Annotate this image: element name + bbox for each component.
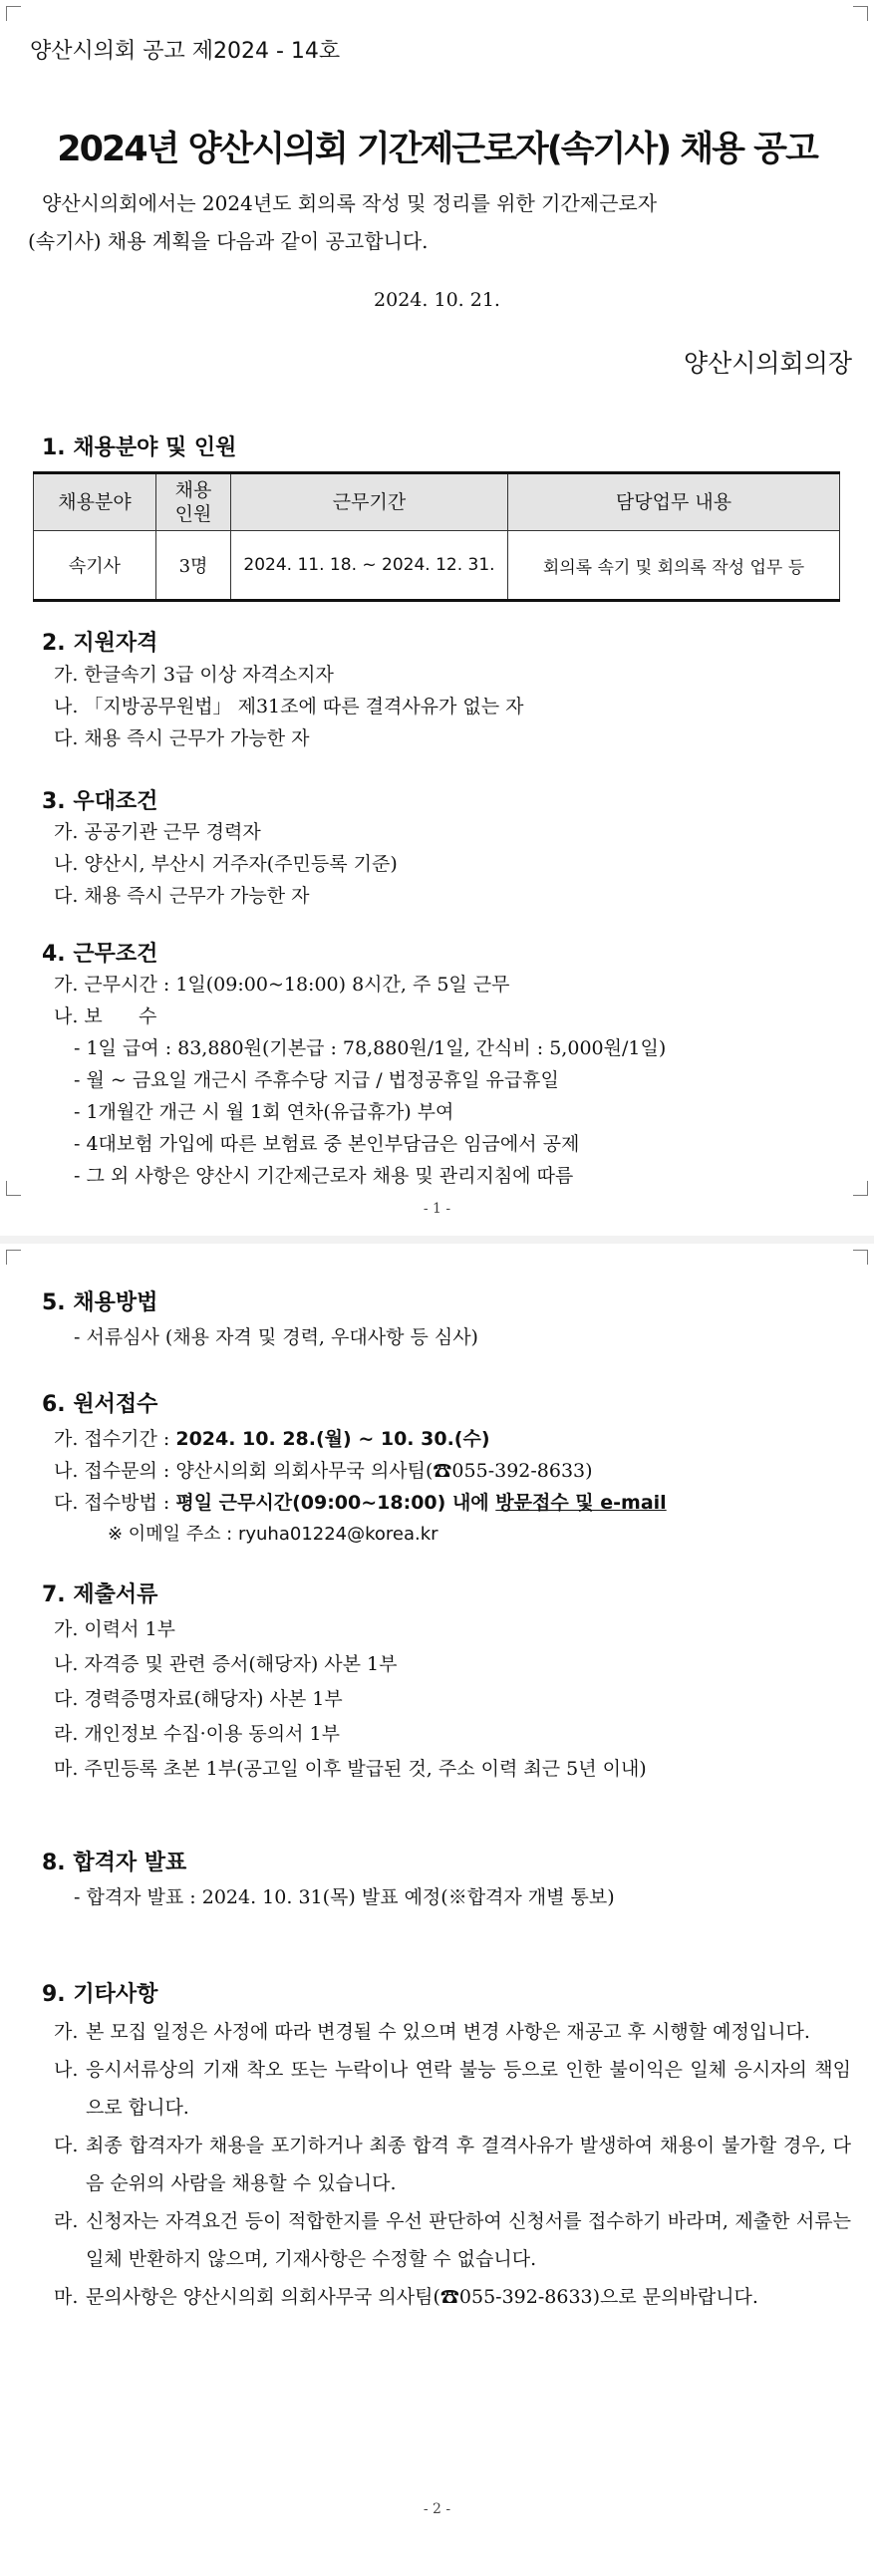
page-number: - 1 - xyxy=(423,1201,451,1217)
item-text: 최종 합격자가 채용을 포기하거나 최종 합격 후 결격사유가 발생하여 채용이 불가할 경우, 다음 순위의 사람을 채용할 수 있습니다. xyxy=(86,2135,851,2194)
item-label: 다. 접수방법 : xyxy=(54,1492,176,1514)
list-item xyxy=(54,1487,851,1519)
item-text: 문의사항은 양산시의회 의회사무국 의사팀(☎055-392-8633)으로 문의바랍니다. xyxy=(86,2286,758,2308)
list-item: - 월 ~ 금요일 개근시 주휴수당 지급 / 법정공휴일 유급휴일 xyxy=(74,1069,559,1091)
list-item xyxy=(54,2278,851,2316)
notice-date: 2024. 10. 21. xyxy=(374,289,500,311)
section-title: 3. 우대조건 xyxy=(42,789,158,814)
item-text: 응시서류상의 기재 착오 또는 누락이나 연락 불능 등으로 인한 불이익은 일체 응시자의 책임으로 합니다. xyxy=(86,2059,851,2119)
item-label: 가. 접수기간 : xyxy=(54,1428,176,1450)
application-hours: 평일 근무시간(09:00~18:00) 내에 xyxy=(175,1492,496,1514)
list-item: 다. 채용 즉시 근무가 가능한 자 xyxy=(54,885,310,907)
page-number: - 2 - xyxy=(423,2501,451,2517)
list-item: 나. 양산시, 부산시 거주자(주민등록 기준) xyxy=(54,853,398,875)
list-item xyxy=(54,2202,851,2278)
list-item: - 합격자 발표 : 2024. 10. 31(목) 발표 예정(※합격자 개별 통보) xyxy=(74,1886,615,1908)
table-row xyxy=(34,531,840,601)
list-item: 다. 채용 즉시 근무가 가능한 자 xyxy=(54,727,310,749)
section-items xyxy=(54,969,851,1192)
list-item: - 그 외 사항은 양산시 기간제근로자 채용 및 관리지침에 따름 xyxy=(74,1165,574,1187)
list-item: - 서류심사 (채용 자격 및 경력, 우대사항 등 심사) xyxy=(74,1326,478,1348)
page-title: 2024년 양산시의회 기간제근로자(속기사) 채용 공고 xyxy=(57,130,817,169)
list-item: - 4대보험 가입에 따른 보험료 중 본인부담금은 임금에서 공제 xyxy=(74,1133,580,1155)
list-item: 가. 이력서 1부 xyxy=(54,1618,175,1640)
item-lead: 마. xyxy=(54,2286,79,2308)
list-item: 나. 접수문의 : 양산시의회 의회사무국 의사팀(☎055-392-8633) xyxy=(54,1460,593,1482)
list-item: - 1일 급여 : 83,880원(기본급 : 78,880원/1일, 간식비 : 5,000원/1일) xyxy=(74,1037,667,1059)
item-text: 본 모집 일정은 사정에 따라 변경될 수 있으며 변경 사항은 재공고 후 시행할 예정입니다. xyxy=(86,2021,810,2043)
list-item xyxy=(54,1423,851,1455)
page-separator xyxy=(0,1236,874,1244)
table-header-row xyxy=(34,473,840,531)
table-header-cell: 근무기간 xyxy=(231,473,508,531)
section-title: 6. 원서접수 xyxy=(42,1392,158,1417)
section-title: 1. 채용분야 및 인원 xyxy=(42,435,237,460)
recruitment-table xyxy=(33,471,840,602)
list-item xyxy=(54,2013,851,2051)
section-title: 5. 채용방법 xyxy=(42,1290,158,1315)
section-items xyxy=(54,1612,851,1787)
application-period: 2024. 10. 28.(월) ~ 10. 30.(수) xyxy=(175,1428,490,1450)
crop-mark xyxy=(6,6,21,21)
section-title: 7. 제출서류 xyxy=(42,1582,158,1607)
section-items xyxy=(54,1321,851,1353)
notice-number: 양산시의회 공고 제2024 - 14호 xyxy=(30,39,341,64)
list-item xyxy=(54,2127,851,2202)
crop-mark xyxy=(6,1250,21,1265)
table-header-cell: 채용분야 xyxy=(34,473,156,531)
table-header-cell: 담당업무 내용 xyxy=(508,473,840,531)
item-lead: 가. xyxy=(54,2021,79,2043)
list-item xyxy=(54,2051,851,2127)
signer: 양산시의회의장 xyxy=(683,349,852,378)
page-1 xyxy=(0,0,874,1236)
intro-paragraph xyxy=(28,184,855,260)
list-item: 가. 한글속기 3급 이상 자격소지자 xyxy=(54,664,334,686)
email-note: ※ 이메일 주소 : ryuha01224@korea.kr xyxy=(108,1524,438,1545)
section-title: 9. 기타사항 xyxy=(42,1982,158,2007)
list-item: 마. 주민등록 초본 1부(공고일 이후 발급된 것, 주소 이력 최근 5년 이내) xyxy=(54,1758,647,1780)
list-item: 라. 개인정보 수집·이용 동의서 1부 xyxy=(54,1723,340,1745)
table-cell: 2024. 11. 18. ~ 2024. 12. 31. xyxy=(231,531,508,601)
list-item: 나. 보 수 xyxy=(54,1005,157,1027)
section-items xyxy=(54,816,851,912)
item-lead: 라. xyxy=(54,2210,79,2232)
table-cell: 3명 xyxy=(156,531,231,601)
item-lead: 나. xyxy=(54,2059,79,2081)
item-lead: 다. xyxy=(54,2135,79,2156)
section-title: 4. 근무조건 xyxy=(42,942,158,967)
crop-mark xyxy=(853,6,868,21)
list-item: 나. 「지방공무원법」 제31조에 따른 결격사유가 없는 자 xyxy=(54,696,524,717)
table-cell: 회의록 속기 및 회의록 작성 업무 등 xyxy=(508,531,840,601)
section-items xyxy=(54,659,851,754)
crop-mark xyxy=(853,1181,868,1196)
table-cell: 속기사 xyxy=(34,531,156,601)
intro-line: 양산시의회에서는 2024년도 회의록 작성 및 정리를 위한 기간제근로자 xyxy=(42,191,658,215)
section-items xyxy=(54,1881,851,1913)
application-method: 방문접수 및 e-mail xyxy=(495,1492,667,1514)
section-paragraphs xyxy=(54,2013,851,2316)
crop-mark xyxy=(853,1250,868,1265)
item-text: 신청자는 자격요건 등이 적합한지를 우선 판단하여 신청서를 접수하기 바라며, 제출한 서류는 일체 반환하지 않으며, 기재사항은 수정할 수 없습니다. xyxy=(86,2210,851,2270)
section-title: 2. 지원자격 xyxy=(42,631,158,656)
section-items xyxy=(54,1423,851,1551)
page-2 xyxy=(0,1244,874,2576)
list-item: 가. 공공기관 근무 경력자 xyxy=(54,821,261,843)
intro-line: (속기사) 채용 계획을 다음과 같이 공고합니다. xyxy=(28,229,429,253)
crop-mark xyxy=(6,1181,21,1196)
section-title: 8. 합격자 발표 xyxy=(42,1851,187,1875)
list-item: 가. 근무시간 : 1일(09:00~18:00) 8시간, 주 5일 근무 xyxy=(54,974,510,996)
list-item: 나. 자격증 및 관련 증서(해당자) 사본 1부 xyxy=(54,1653,398,1675)
list-item: - 1개월간 개근 시 월 1회 연차(유급휴가) 부여 xyxy=(74,1101,454,1123)
list-item: 다. 경력증명자료(해당자) 사본 1부 xyxy=(54,1688,343,1710)
table-header-cell: 채용 인원 xyxy=(156,473,231,531)
